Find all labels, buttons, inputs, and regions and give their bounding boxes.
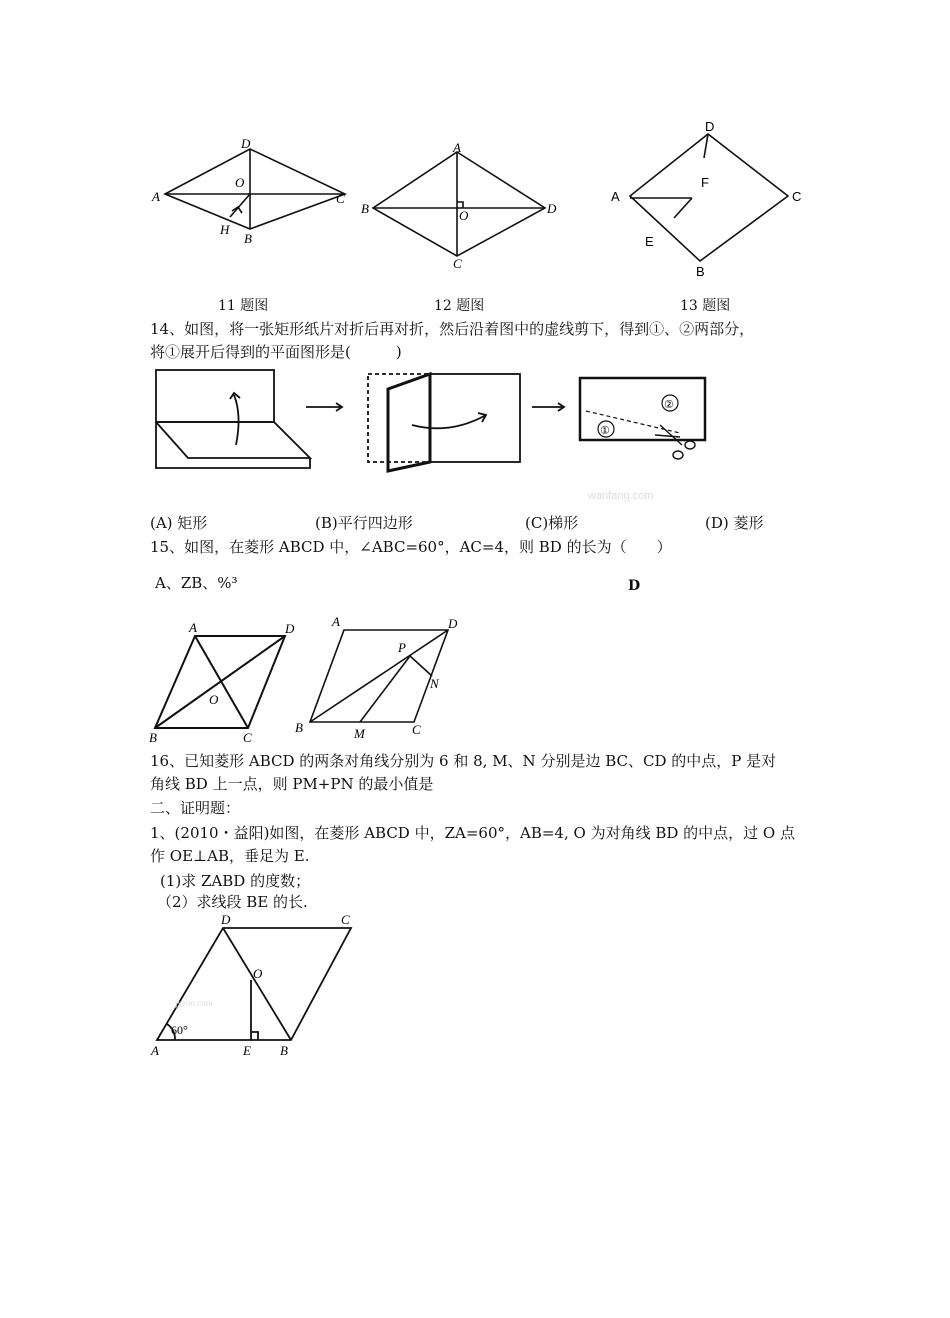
fig12-label-a: A: [453, 140, 461, 155]
figproof-label-o: O: [253, 966, 263, 981]
figure-12: [355, 140, 560, 270]
fig11-label-c: C: [336, 191, 345, 206]
fig13-label-e: E: [645, 234, 654, 249]
fig12-label-d: D: [547, 201, 557, 216]
fig11-label-a: A: [152, 189, 160, 204]
figq16-label-d: D: [448, 616, 458, 631]
q16-text-line2: 角线 BD 上一点，则 PM+PN 的最小值是: [150, 775, 434, 793]
fig12-label-o: O: [459, 208, 469, 223]
fig12-label-c: C: [453, 256, 462, 270]
fig11-label-h: H: [220, 222, 230, 237]
fig13-label-a: A: [611, 189, 620, 204]
q14-folding-diagram: [150, 365, 720, 480]
figq16-label-m: M: [354, 726, 365, 741]
proof-q1-sub1: (1)求 ZABD 的度数；: [160, 872, 311, 890]
proof-q1-sub2: （2）求线段 BE 的长.: [157, 893, 308, 911]
figure-q16-rhombus: [290, 614, 475, 744]
q14-text-line1: 14、如图，将一张矩形纸片对折后再对折，然后沿着图中的虚线剪下，得到①、②两部分，: [150, 320, 755, 338]
section2-heading: 二、证明题：: [150, 799, 241, 817]
figproof-watermark: jyeoo.com: [175, 998, 213, 1008]
fig11-label-b: B: [244, 231, 252, 245]
caption-fig11: 11 题图: [218, 298, 269, 314]
q14-piece-label-2: ②: [664, 399, 674, 411]
figq16-label-a: A: [332, 614, 340, 629]
figure-q15-rhombus: [145, 618, 310, 748]
figq15-label-a: A: [189, 620, 197, 635]
figproof-label-e: E: [243, 1043, 251, 1058]
fig13-label-c: C: [792, 189, 802, 204]
q15-stray-letter: D: [628, 578, 641, 590]
q14-text-line2: 将①展开后得到的平面图形是( ): [150, 343, 402, 361]
q14-option-b: (B)平行四边形: [315, 514, 413, 532]
figproof-label-b: B: [280, 1043, 288, 1058]
figq15-label-c: C: [243, 730, 252, 745]
proof-q1-line2: 作 OE⊥AB，垂足为 E.: [150, 847, 310, 865]
q14-piece-label-1: ①: [600, 425, 610, 437]
figure-11: [140, 135, 360, 245]
q14-option-d: (D) 菱形: [705, 514, 764, 532]
q14-option-c: (C)梯形: [525, 514, 579, 532]
fig11-label-d: D: [241, 136, 251, 151]
figure-13: [600, 118, 815, 283]
figproof-label-c: C: [341, 912, 350, 927]
figproof-label-a: A: [151, 1043, 159, 1058]
figq15-label-o: O: [209, 692, 219, 707]
figproof-angle-label: 60°: [171, 1023, 188, 1037]
figq15-label-d: D: [285, 621, 295, 636]
fig12-label-b: B: [361, 201, 369, 216]
proof-q1-line1: 1、(2010・益阳)如图，在菱形 ABCD 中，ZA=60°，AB=4, O 为对角线 BD 的中点，过 O 点: [150, 824, 795, 842]
figq16-label-n: N: [430, 676, 439, 691]
q16-text-line1: 16、已知菱形 ABCD 的两条对角线分别为 6 和 8, M、N 分别是边 BC、CD 的中点，P 是对: [150, 752, 777, 770]
fig13-label-b: B: [696, 264, 705, 279]
q14-watermark: wanfang.com: [588, 490, 654, 502]
caption-fig13: 13 题图: [680, 298, 731, 314]
fig13-label-d: D: [705, 119, 715, 134]
figure-proof-rhombus: [145, 910, 360, 1060]
q15-options: A、ZB、%³: [155, 574, 238, 592]
fig11-label-o: O: [235, 175, 245, 190]
figproof-label-d: D: [221, 912, 231, 927]
q14-option-a: (A) 矩形: [150, 514, 208, 532]
q15-text: 15、如图，在菱形 ABCD 中，∠ABC=60°，AC=4，则 BD 的长为（ ）: [150, 538, 672, 556]
fig13-label-f: F: [701, 175, 709, 190]
caption-fig12: 12 题图: [434, 298, 485, 314]
figq16-label-c: C: [412, 722, 421, 737]
figq15-label-b: B: [149, 730, 157, 745]
figq16-label-p: P: [398, 640, 406, 655]
figq16-label-b: B: [295, 720, 303, 735]
